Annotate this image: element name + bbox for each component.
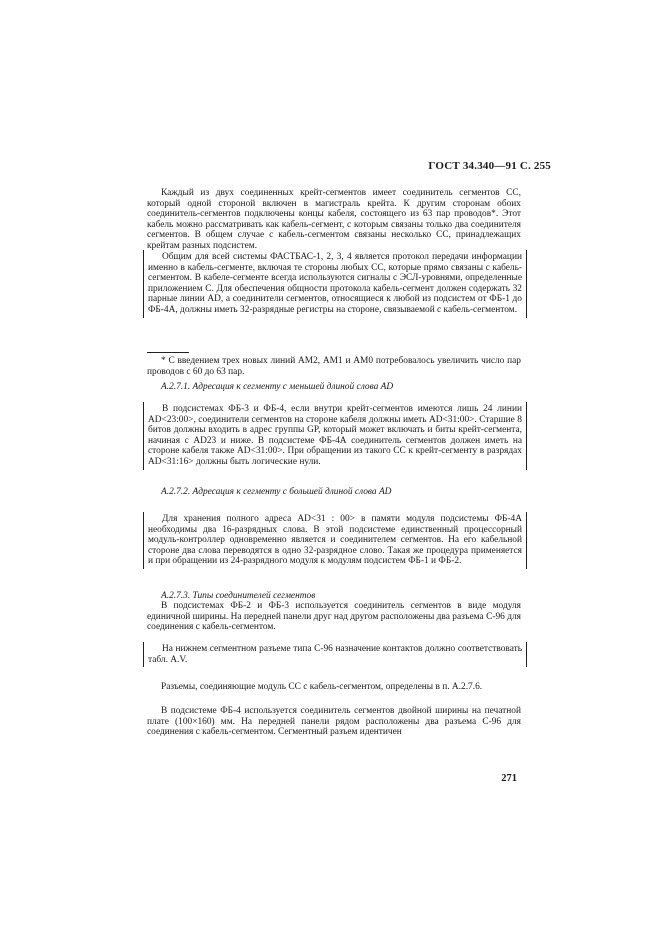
boxed-short-word-paragraph xyxy=(143,402,527,470)
paragraph-fb4: В подсистеме ФБ-4 используется соединитель сегментов двойной ширины на печатной плате (100×160) мм. На передней панели рядом расположены два разъема С-96 для соединения с кабель-сегментом. Сегментный разъем идентичен xyxy=(147,706,521,738)
boxed-contacts-paragraph xyxy=(143,642,527,667)
paragraph-long-word: Для хранения полного адреса AD<31 : 00> в памяти модуля подсистемы ФБ-4А необходимы два 16-разрядных слова. В этой подсистеме единственный процессорный модуль-контроллер одновременно является и соединителем сегментов. На его кабельной стороне два слова переводятся в одно 32-разрядное слово. Такая же процедура применяется и при обращении из 24-разрядного модуля к модулям подсистем ФБ-1 и ФБ-2. xyxy=(148,514,522,567)
page-number: 271 xyxy=(501,773,517,784)
paragraph-short-word: В подсистемах ФБ-3 и ФБ-4, если внутри крейт-сегментов имеются лишь 24 линии AD<23:00>, соединители сегментов на стороне кабеля должны иметь AD<31:00>. Старшие 8 битов должны входить в адрес группы GP, который может включать и биты крейт-сегмента, начиная с AD23 и ниже. В подсистеме ФБ-4А соединитель сегментов должен иметь на стороне кабеля также AD<31:00>. При обращении из такого СС к крейт-сегменту в разрядах AD<31:16> должны быть логические нули. xyxy=(148,404,522,467)
paragraph-connector-types: В подсистемах ФБ-2 и ФБ-3 используется соединитель сегментов в виде модуля единичной ширины. На передней панели друг над другом расположены два разъема С-96 для соединения с кабель-сегментом. xyxy=(147,601,521,633)
section-heading-a273: А.2.7.3. Типы соединителей сегментов xyxy=(161,591,316,601)
paragraph-contacts: На нижнем сегментном разъеме типа С-96 назначение контактов должно соответствовать табл. A.V. xyxy=(148,644,522,665)
section-heading-a271: А.2.7.1. Адресация к сегменту с меньшей длиной слова AD xyxy=(161,382,394,392)
section-heading-a272: А.2.7.2. Адресация к сегменту с большей длиной слова AD xyxy=(161,487,392,497)
boxed-protocol-paragraph xyxy=(143,250,527,318)
footnote-rule xyxy=(147,352,189,353)
document-header: ГОСТ 34.340—91 С. 255 xyxy=(428,160,551,172)
paragraph-crate-segments: Каждый из двух соединенных крейт-сегментов имеет соединитель сегментов СС, который одной стороной включен в магистраль крейта. К другим сторонам обоих соединитель-сегментов подключены концы кабеля, состоящего из 63 пар проводов*. Этот кабель можно рассматривать как кабель-сегмент, с которым связаны только два соединителя сегментов. В общем случае с кабель-сегментом связаны несколько СС, принадлежащих крейтам разных подсистем. xyxy=(147,188,521,251)
paragraph-protocol: Общим для всей системы ФАСТБАС-1, 2, 3, 4 является протокол передачи информации именно в кабель-сегменте, включая те стороны любых СС, которые прямо связаны с кабель-сегментом. В кабеле-сегменте всегда используются сигналы с ЭСЛ-уровнями, определенные приложением С. Для обеспечения общности протокола кабель-сегмент должен содержать 32 парные линии AD, а соединители сегментов, относящиеся к любой из подсистем от ФБ-1 до ФБ-4А, должны иметь 32-разрядные регистры на стороне, связываемой с кабель-сегментом. xyxy=(148,252,522,315)
boxed-long-word-paragraph xyxy=(143,512,527,569)
paragraph-connectors: Разъемы, соединяющие модуль СС с кабель-сегментом, определены в п. А.2.7.6. xyxy=(161,682,483,692)
footnote: * С введением трех новых линий АМ2, AM1 и АМ0 потребовалось увеличить число пар проводов с 60 до 63 пар. xyxy=(147,356,521,377)
